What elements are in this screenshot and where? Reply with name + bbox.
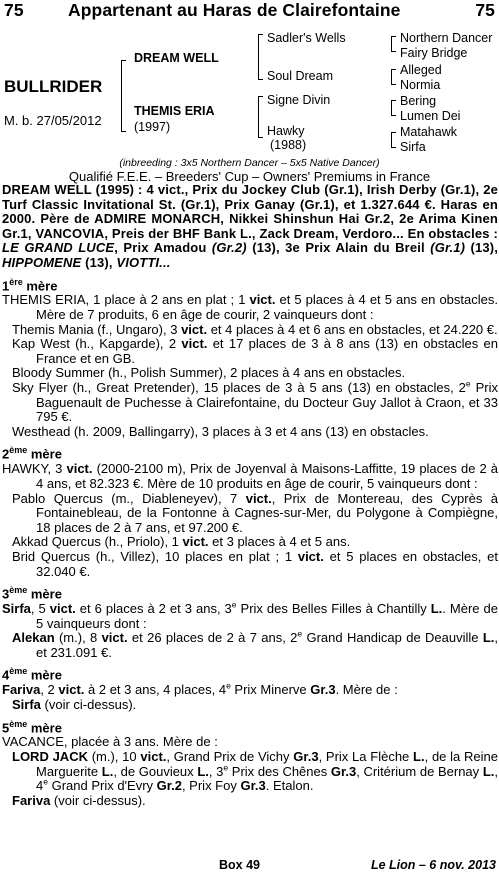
offspring-entry: Westhead (h. 2009, Ballingarry), 3 places à 3 et 4 ans (13) en obstacles. (12, 423, 429, 439)
ancestor: Fairy Bridge (400, 46, 468, 60)
offspring-entry: LORD JACK (m.), 10 vict., Grand Prix de Vichy Gr.3, Prix La Flèche L., de la Reine Marguerite L., de Gouvieux L., 3e Prix des Chênes Gr.3, Critérium de Bernay L., 4e Grand Prix d'Evry Gr.2, Prix Foy Gr.3. Etalon. (12, 749, 498, 794)
inbreeding-note: (inbreeding : 3x5 Northern Dancer – 5x5 Native Dancer) (119, 157, 380, 169)
dam-record: VACANCE, placée à 3 ans. Mère de : (2, 734, 218, 750)
sire-name: DREAM WELL (134, 51, 219, 65)
offspring-entry: Brid Quercus (h., Villez), 10 places en plat ; 1 vict. et 5 places en obstacles, et 32.040 €. (12, 548, 498, 579)
page-footer (0, 858, 499, 874)
ancestor: Sirfa (400, 140, 426, 154)
offspring-entry: Pablo Quercus (m., Diableneyev), 7 vict., Prix de Montereau, des Cyprès à Fontainebleau, de la Fontonne à Cagnes-sur-Mer, du Polygone à Compiègne, 18 places de 2 à 7 ans, et 97.200 €. (12, 490, 498, 535)
source-credit: Le Lion – 6 nov. 2013 (370, 858, 496, 872)
pedigree-chart (0, 24, 499, 156)
pedigree-bracket (391, 36, 396, 52)
ancestor: Bering (400, 94, 437, 108)
page-header (4, 0, 495, 22)
section-heading-1st-dam: 1ère mère (2, 276, 58, 293)
horse-birth: M. b. 27/05/2012 (4, 113, 102, 128)
page-number-right: 75 (475, 0, 495, 20)
qualification-note: Qualifié F.E.E. – Breeders' Cup – Owners' Premiums in France (68, 169, 431, 184)
dam-record: Fariva, 2 vict. à 2 et 3 ans, 4 places, 4e Prix Minerve Gr.3. Mère de : (2, 680, 398, 698)
section-heading-3rd-dam: 3ème mère (2, 585, 62, 602)
pedigree-bracket (391, 132, 396, 148)
page-title: Appartenant au Haras de Clairefontaine (68, 0, 401, 20)
grandsire-paternal: Sadler's Wells (267, 31, 346, 45)
dam-record: HAWKY, 3 vict. (2000-2100 m), Prix de Joyenval à Maisons-Laffitte, 19 places de 2 à 4 ans, et 82.323 €. Mère de 10 produits en âge de courir, 5 vainqueurs dont : (2, 461, 499, 491)
granddam-maternal: Hawky (267, 124, 305, 138)
box-number: Box 49 (219, 858, 260, 872)
offspring-entry: Akkad Quercus (h., Priolo), 1 vict. et 3 places à 4 et 5 ans. (12, 534, 351, 550)
offspring-entry: Fariva (voir ci-dessus). (12, 792, 146, 808)
grandsire-maternal: Signe Divin (267, 93, 331, 107)
catalogue-text (2, 183, 498, 808)
dam-record: Sirfa, 5 vict. et 6 places à 2 et 3 ans, 3e Prix des Belles Filles à Chantilly L.. Mère de 5 vainqueurs dont : (2, 599, 498, 631)
offspring-entry: Sirfa (voir ci-dessus). (12, 696, 137, 712)
page-number-left: 75 (4, 0, 24, 20)
dam-record: THEMIS ERIA, 1 place à 2 ans en plat ; 1 vict. et 5 places à 4 et 5 ans en obstacles. Mère de 7 produits, 6 en âge de courir, 2 vainqueurs dont : (2, 292, 498, 323)
offspring-entry: Alekan (m.), 8 vict. et 26 places de 2 à 7 ans, 2e Grand Handicap de Deauville L., et 231.091 €. (12, 628, 498, 660)
pedigree-bracket (258, 34, 263, 80)
offspring-entry: Sky Flyer (h., Great Pretender), 15 places de 3 à 5 ans (13) en obstacles, 2e Prix Baguenault de Puchesse à Clairefontaine, du Docteur Guy Jallot à Craon, et 33 795 €. (12, 378, 498, 425)
granddam-year: (1988) (270, 138, 307, 152)
ancestor: Normia (400, 78, 441, 92)
pedigree-bracket (391, 100, 396, 116)
granddam-paternal: Soul Dream (267, 69, 333, 83)
offspring-entry: Themis Mania (f., Ungaro), 3 vict. et 4 places à 4 et 6 ans en obstacles, et 24.220 €. (12, 321, 498, 337)
dam-year: (1997) (134, 120, 171, 134)
ancestor: Northern Dancer (400, 31, 493, 45)
section-heading-2nd-dam: 2ème mère (2, 445, 62, 462)
ancestor: Lumen Dei (400, 109, 461, 123)
horse-name: BULLRIDER (4, 77, 103, 96)
section-heading-5th-dam: 5ème mère (2, 718, 62, 735)
dam-name: THEMIS ERIA (134, 104, 215, 118)
pedigree-bracket (121, 60, 126, 132)
sire-record: DREAM WELL (1995) : 4 vict., Prix du Jockey Club (Gr.1), Irish Derby (Gr.1), 2e Turf Classic Invitational St. (Gr.1), Prix Ganay (Gr.1), et 1.327.644 €. Haras en 2000. Père de ADMIRE MONARCH, Nikkei Shinshun Hai Gr.2, 2e Arima Kinen Gr.1, VANCOVIA, Preis der BHF Bank L., Zack Dream, Verdoro... En obstacles : LE GRAND LUCE, Prix Amadou (Gr.2) (13), 3e Prix Alain du Breil (Gr.1) (13), HIPPOMENE (13), VIOTTI... (2, 182, 499, 270)
pedigree-bracket (258, 96, 263, 138)
ancestor: Matahawk (400, 125, 457, 139)
section-heading-4th-dam: 4ème mère (2, 666, 62, 683)
ancestor: Alleged (400, 63, 442, 77)
offspring-entry: Bloody Summer (h., Polish Summer), 2 places à 4 ans en obstacles. (12, 365, 406, 381)
pedigree-bracket (391, 69, 396, 85)
offspring-entry: Kap West (h., Kapgarde), 2 vict. et 17 places de 3 à 8 ans (13) en obstacles en France et en GB. (12, 336, 498, 366)
